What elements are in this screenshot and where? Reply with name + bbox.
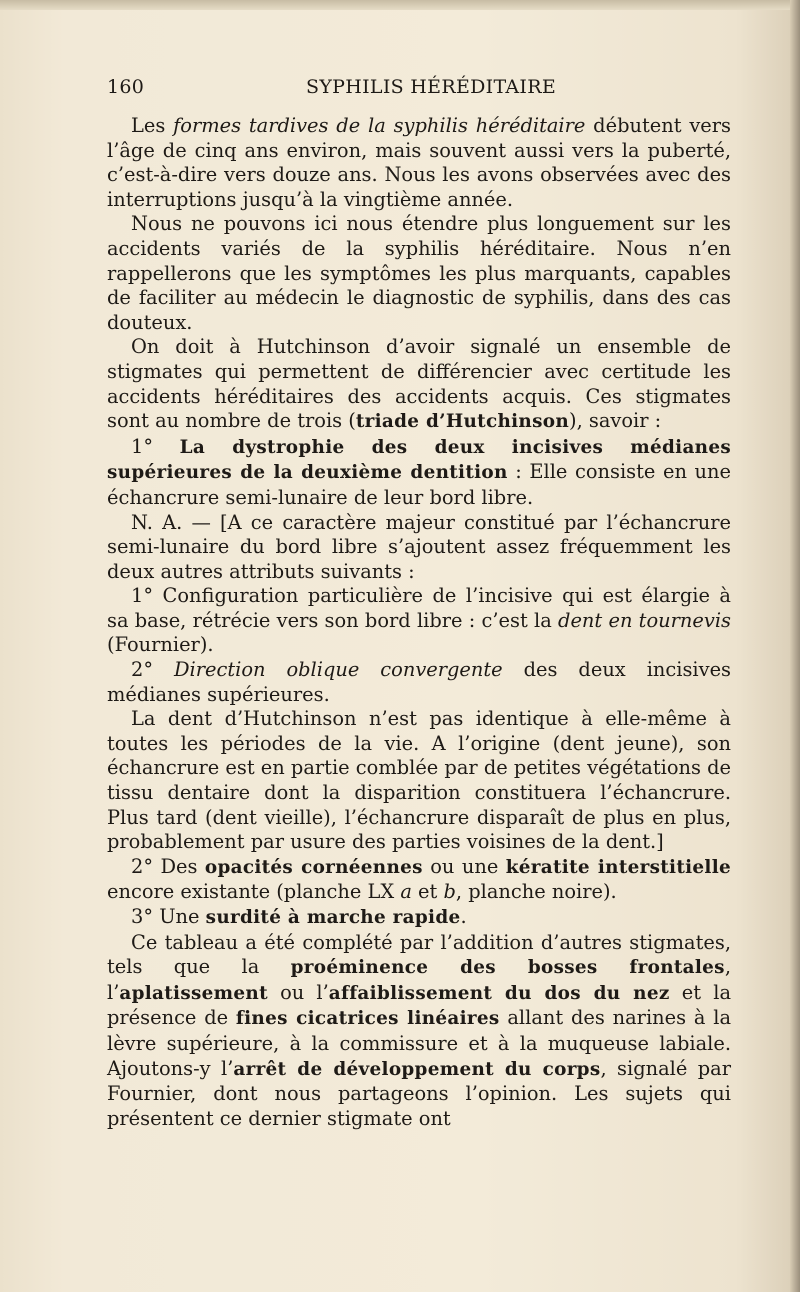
text-span: ou l’: [267, 980, 329, 1004]
text-span: et: [411, 880, 444, 904]
bold-term: triade d’Hutchinson: [355, 411, 569, 433]
paragraph-2: [107, 212, 731, 335]
text-span: Nous ne pouvons ici nous étendre plus longuement sur les accidents variés de la syphilis héréditaire. Nous n’en rappellerons que les symptômes les plus marquants, capables de faciliter au médecin le diagnostic de syphilis, dans des cas douteux.: [107, 212, 731, 334]
text-span: 2° Des: [131, 854, 205, 878]
text-span: , signalé par Fournier, dont nous partageons l’opinion. Les sujets qui présentent ce dernier stigmate ont: [107, 1056, 731, 1130]
italic-term: dent en tournevis: [558, 608, 731, 632]
text-span: encore existante (planche LX: [107, 880, 401, 904]
italic-term: Direction oblique convergente: [174, 658, 503, 682]
bold-term: opacités cornéennes: [204, 856, 423, 878]
bold-term: fines cicatrices linéaires: [235, 1008, 500, 1030]
text-span: , l’: [107, 955, 731, 1004]
text-span: Les: [131, 114, 174, 137]
text-span: .: [460, 905, 467, 928]
page-header: [107, 76, 731, 104]
paragraph-11: [107, 931, 731, 1132]
bold-term: surdité à marche rapide: [205, 907, 461, 928]
text-span: 3° Une: [131, 905, 206, 928]
text-span: On doit à Hutchinson d’avoir signalé un ensemble de stigmates qui permettent de différencier avec certitude les accidents héréditaires des accidents acquis. Ces stigmates sont au nombre de trois (: [107, 335, 731, 433]
running-title: SYPHILIS HÉRÉDITAIRE: [306, 76, 556, 98]
text-span: : Elle consiste en une échancrure semi-lunaire de leur bord libre.: [107, 460, 732, 509]
text-span: ), savoir :: [569, 409, 662, 433]
bold-term: La dystrophie des deux incisives médianes supérieures de la deuxième dentition: [107, 436, 732, 484]
paragraph-3: [107, 335, 731, 434]
text-span: La dent d’Hutchinson n’est pas identique à elle-même à toutes les périodes de la vie. A l’origine (dent jeune), son échancrure est en partie comblée par de petites végétations de tissu dentaire dont la disparition constituera l’échancrure. Plus tard (dent vieille), l’échancrure disparaît de plus en plus, probablement par usure des parties voisines de la dent.]: [107, 707, 731, 854]
italic-term: formes tardives de la syphilis héréditaire: [173, 114, 586, 137]
paragraph-8: [107, 707, 731, 855]
bold-term: arrêt de développement du corps: [233, 1058, 601, 1080]
page-right-edge: [790, 0, 800, 1292]
paragraph-10: [107, 905, 731, 931]
text-span: allant des narines à la lèvre supérieure, à la commissure et à la muqueuse labiale. Ajoutons-y l’: [107, 1006, 732, 1080]
text-span: , planche noire).: [455, 880, 617, 904]
page-top-edge: [0, 0, 800, 10]
text-span: des deux incisives médianes supérieures.: [107, 658, 731, 706]
paragraph-7: [107, 658, 731, 707]
paragraph-9: [107, 855, 731, 905]
bold-term: kératite interstitielle: [505, 856, 731, 878]
bold-term: affaiblissement du dos du nez: [328, 982, 670, 1004]
text-span: (Fournier).: [107, 633, 214, 657]
bold-term: proéminence des bosses frontales: [290, 957, 725, 979]
text-span: débutent vers l’âge de cinq ans environ, mais souvent aussi vers la puberté, c’est-à-dire vers douze ans. Nous les avons observées avec des interruptions jusqu’à la vingtième année.: [107, 114, 731, 211]
text-span: 2°: [131, 658, 174, 682]
text-span: et la présence de: [107, 980, 732, 1030]
page-number: 160: [107, 76, 145, 98]
paragraph-6: [107, 584, 731, 658]
paragraph-1: [107, 114, 731, 212]
text-span: N. A. — [A ce caractère majeur constitué par l’échancrure semi-lunaire du bord libre s’ajoutent assez fréquemment les deux autres attributs suivants :: [107, 510, 731, 583]
bold-term: aplatissement: [119, 982, 268, 1004]
italic-term: a: [400, 880, 412, 904]
italic-term: b: [443, 880, 456, 904]
text-span: 1°: [131, 434, 180, 458]
text-span: Ce tableau a été complété par l’addition d’autres stigmates, tels que la: [107, 930, 731, 979]
text-span: ou une: [422, 854, 506, 878]
body-text: [107, 114, 731, 1131]
paragraph-4: [107, 435, 731, 511]
text-span: 1° Configuration particulière de l’incisive qui est élargie à sa base, rétrécie vers son bord libre : c’est la: [107, 584, 731, 632]
paragraph-5: [107, 511, 731, 585]
